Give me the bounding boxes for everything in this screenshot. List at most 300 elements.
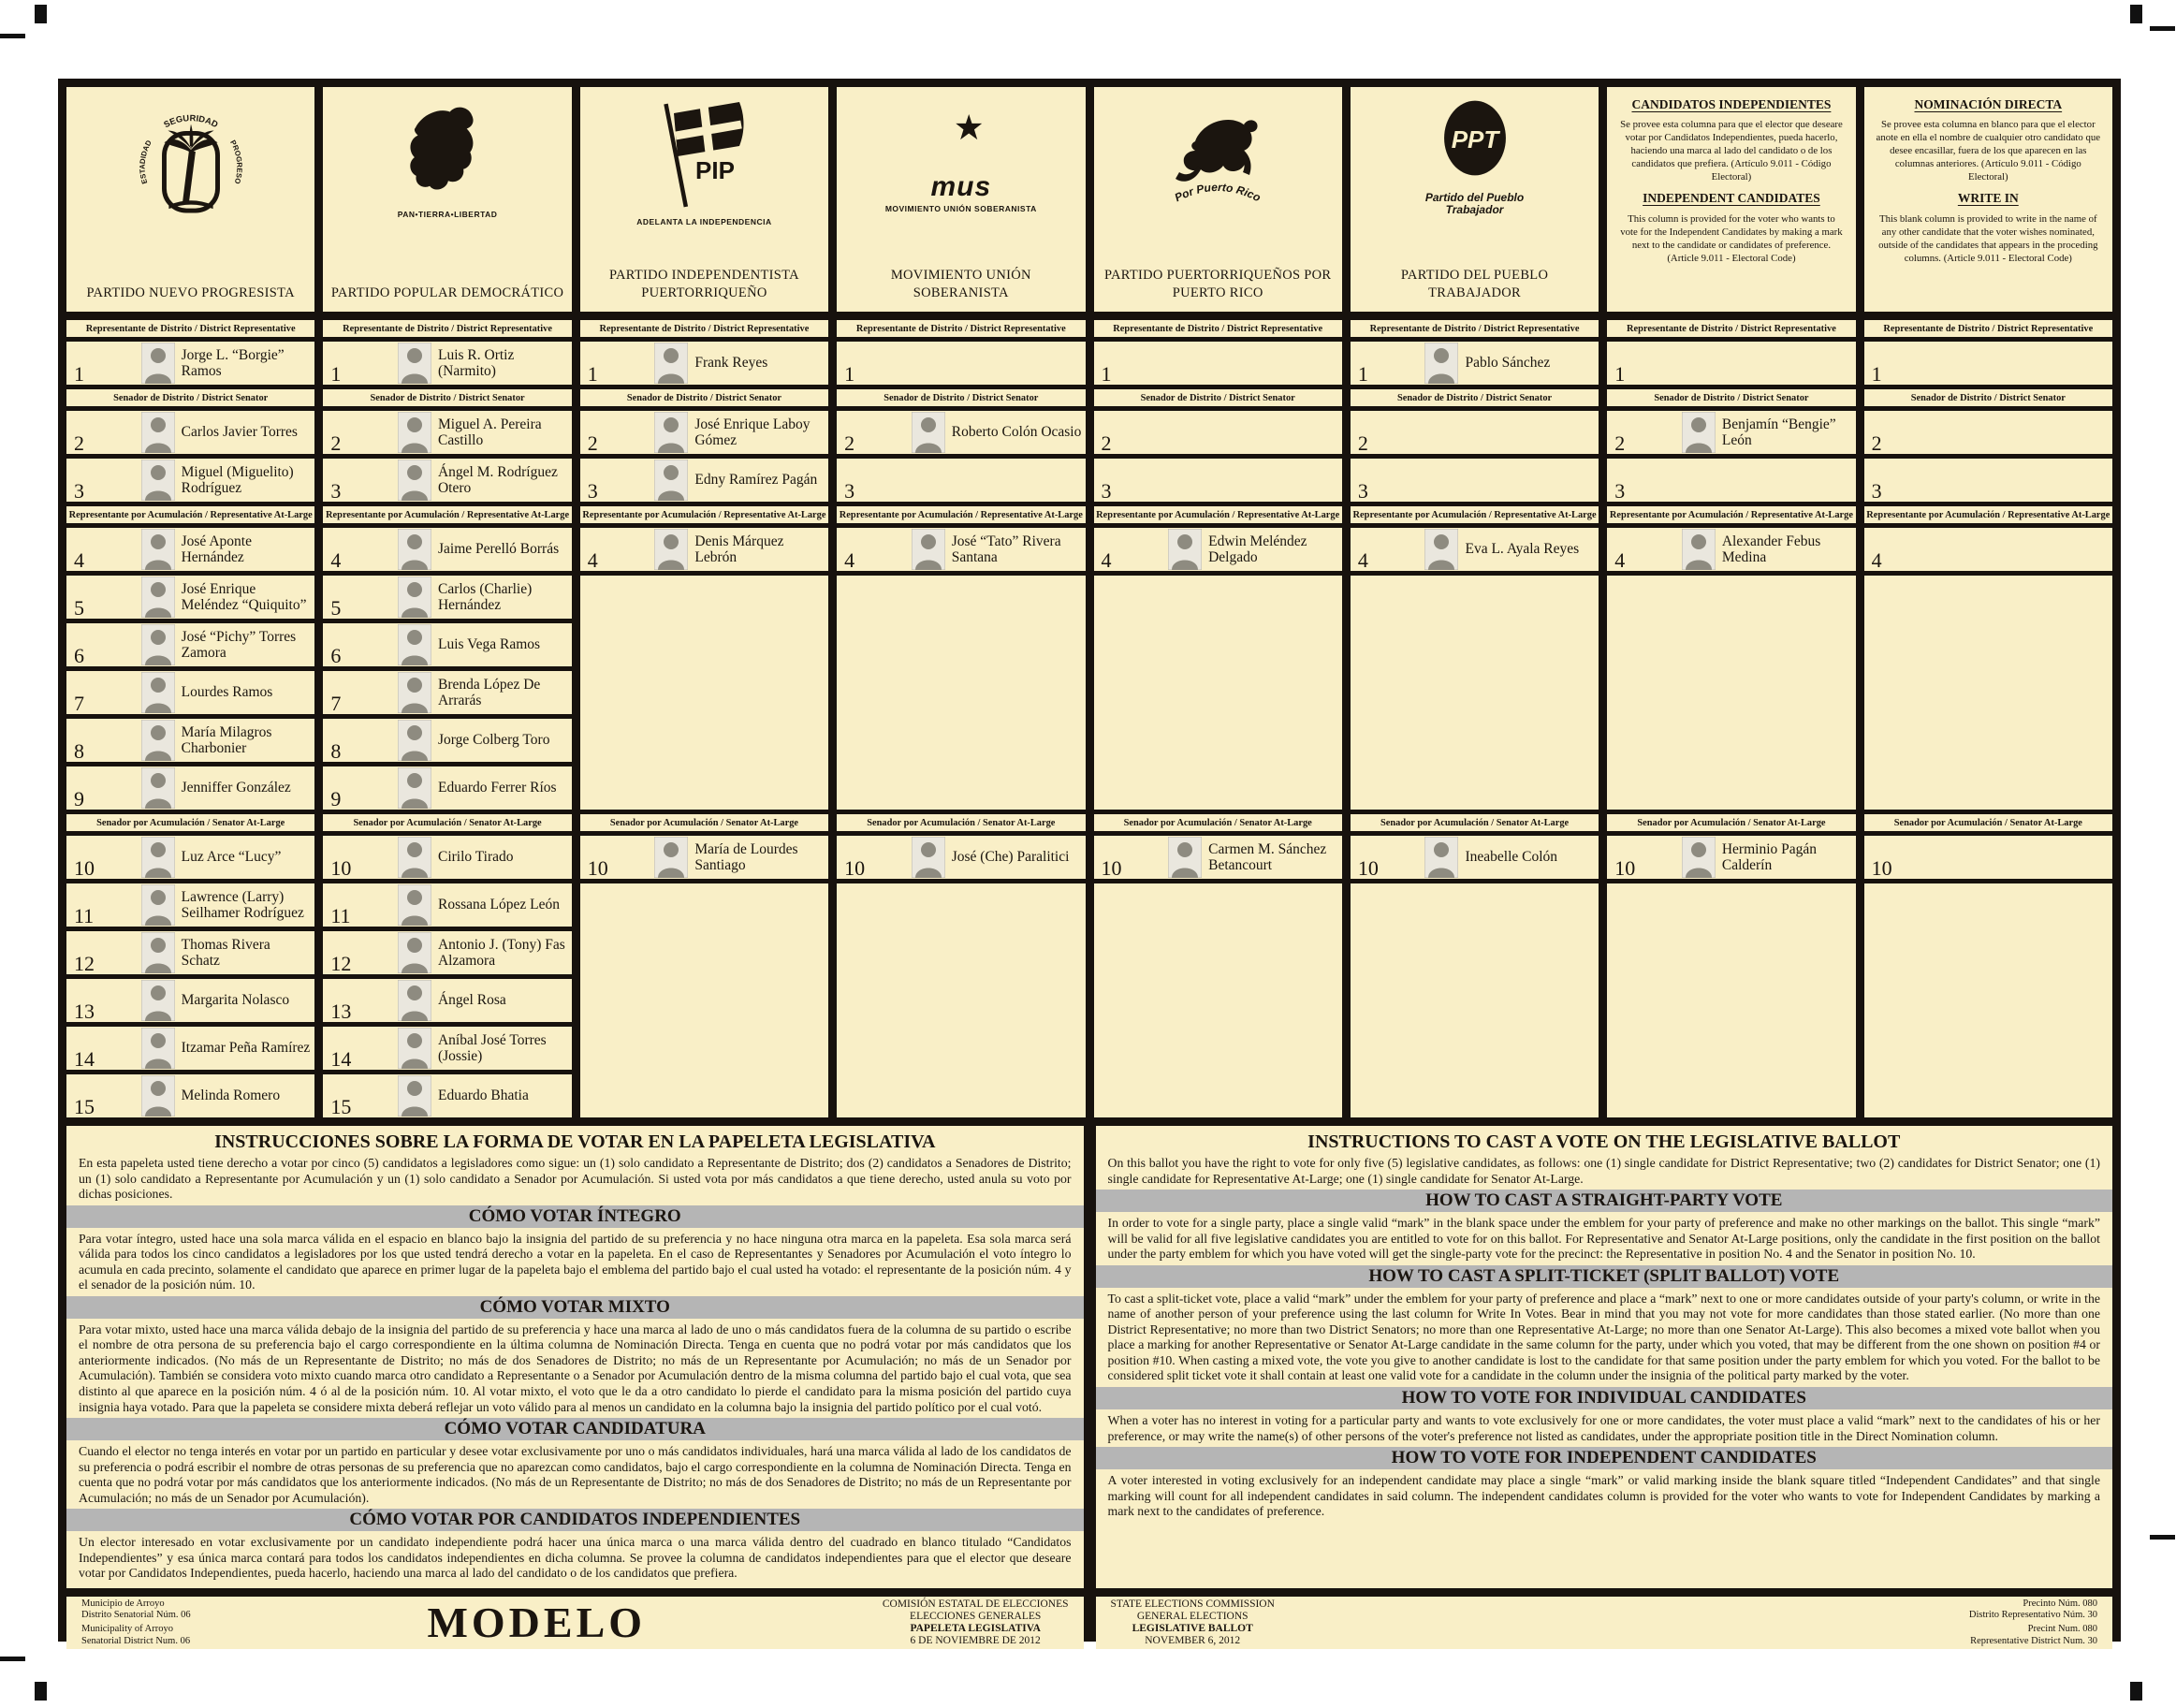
candidate-photo: [141, 672, 175, 713]
position-number: 1: [1101, 362, 1112, 386]
blank-vote-area[interactable]: [1607, 576, 1855, 810]
blank-vote-area[interactable]: [1351, 576, 1599, 810]
position-number: 3: [1101, 479, 1112, 503]
position-number: 10: [330, 856, 352, 880]
position-number: 7: [330, 692, 342, 715]
candidate-row[interactable]: [66, 931, 314, 974]
position-section-header: Representante de Distrito / District Representative: [1607, 320, 1855, 337]
candidate-name: Miguel A. Pereira Castillo: [437, 416, 542, 448]
position-number: 3: [844, 479, 855, 503]
instructions-section-text-es-0: Para votar íntegro, usted hace una sola marca válida en el espacio en blanco bajo la insignia del partido de su preferencia y no hace ninguna otra marca en la papeleta. Esa sola marca será válida para todos los cinco candidatos a legisladores por los que usted tendrá derecho a votar en la papeleta. En el caso de Representantes y Senadores por Acumulación el voto íntegro lo acumula en cada precinto, solamente el candidato que aparece en primer lugar de la papeleta bajo el emblema del partido bajo el cual usted ha votado: el representante de la posición núm. 4 y el senador de la posición núm. 10.: [79, 1231, 1072, 1292]
candidate-row[interactable]: [323, 931, 571, 974]
instructions-spanish: [66, 1126, 1084, 1588]
candidate-photo: [398, 460, 431, 501]
position-number: 5: [330, 596, 342, 620]
sec-line1: STATE ELECTIONS COMMISSION: [1110, 1598, 1275, 1610]
position-number: 1: [587, 362, 598, 386]
nominacion-directa-text-es: Se provee esta columna en blanco para que el elector anote en ella el nombre de cualquier otro candidato que desee encasillar, fuera de los que aparecen en las columnas anteriores. (Artículo 9.011 - Código Electoral): [1876, 119, 2101, 183]
instructions-band: [66, 1126, 2112, 1588]
party-name: PARTIDO NUEVO PROGRESISTA: [86, 285, 295, 301]
position-section-header: Representante por Acumulación / Representative At-Large: [66, 506, 314, 523]
svg-text:PROGRESO: PROGRESO: [227, 139, 244, 185]
candidate-name: Luis R. Ortiz (Narmito): [437, 346, 515, 379]
position-number: 12: [330, 952, 352, 975]
position-section-header: Representante de Distrito / District Representative: [1094, 320, 1342, 337]
party-column-header-ppt[interactable]: [1351, 87, 1599, 312]
position-section-header: Senador por Acumulación / Senator At-Large: [1607, 814, 1855, 831]
candidate-row[interactable]: [323, 671, 571, 714]
position-section-header: Senador de Distrito / District Senator: [66, 389, 314, 406]
blank-vote-area[interactable]: [1607, 883, 1855, 1117]
candidate-row[interactable]: [580, 459, 828, 502]
candidate-photo: [398, 980, 431, 1021]
position-section-header: Senador de Distrito / District Senator: [580, 389, 828, 406]
candidate-row[interactable]: [837, 836, 1085, 879]
candidate-photo: [141, 932, 175, 973]
position-section-header: Senador de Distrito / District Senator: [1094, 389, 1342, 406]
position-number: 14: [330, 1047, 352, 1071]
candidate-row[interactable]: [66, 1027, 314, 1070]
position-section-header: Representante por Acumulación / Representative At-Large: [1094, 506, 1342, 523]
candidate-name: Roberto Colón Ocasio: [951, 424, 1082, 441]
svg-text:SEGURIDAD: SEGURIDAD: [161, 113, 220, 130]
empty-ballot-row[interactable]: [837, 342, 1085, 385]
cee-line4: 6 DE NOVIEMBRE DE 2012: [910, 1635, 1041, 1647]
svg-text:PIP: PIP: [695, 156, 736, 184]
municipality-es-line2: Distrito Senatorial Núm. 06: [81, 1610, 191, 1621]
position-section-header: Senador de Distrito / District Senator: [1351, 389, 1599, 406]
independientes-text-es: Se provee esta columna para que el elector que deseare votar por Candidatos Independientes, pueda hacerlo, haciendo una marca al lado del candidato o de los candidatos que prefiera. (Artículo 9.011 - Código Electoral): [1620, 119, 1843, 183]
position-section-header: Senador por Acumulación / Senator At-Large: [580, 814, 828, 831]
candidate-row[interactable]: [837, 528, 1085, 571]
empty-ballot-row[interactable]: [1864, 836, 2112, 879]
candidate-name: Cirilo Tirado: [437, 849, 514, 866]
ppd-jibaro-profile-logo: [397, 93, 498, 207]
position-number: 2: [1357, 431, 1368, 455]
candidate-row[interactable]: [323, 836, 571, 879]
position-section-header: Representante por Acumulación / Representative At-Large: [1607, 506, 1855, 523]
candidate-photo: [1682, 529, 1716, 570]
pip-flag-logo: [648, 93, 760, 214]
candidate-photo: [141, 624, 175, 665]
candidate-photo: [1424, 837, 1458, 878]
instructions-section-header-es-3: CÓMO VOTAR POR CANDIDATOS INDEPENDIENTES: [66, 1509, 1084, 1531]
position-section-header: Representante por Acumulación / Representative At-Large: [580, 506, 828, 523]
candidate-name: Herminio Pagán Calderín: [1721, 840, 1818, 873]
candidate-row[interactable]: [323, 528, 571, 571]
candidate-photo: [398, 343, 431, 384]
candidate-name: Rossana López León: [437, 897, 560, 913]
position-number: 10: [1357, 856, 1379, 880]
position-section-header: Senador por Acumulación / Senator At-Large: [323, 814, 571, 831]
party-name: PARTIDO PUERTORRIQUEÑOS POR PUERTO RICO: [1103, 268, 1332, 301]
footer-right: [1096, 1597, 2113, 1649]
empty-ballot-row[interactable]: [1094, 342, 1342, 385]
candidate-row[interactable]: [66, 883, 314, 927]
ballot-column-pip: [580, 320, 828, 1117]
position-section-header: Representante de Distrito / District Representative: [580, 320, 828, 337]
position-number: 2: [1871, 431, 1882, 455]
modelo-watermark: MODELO: [427, 1598, 647, 1646]
position-section-header: Representante de Distrito / District Representative: [323, 320, 571, 337]
party-column-header-ppd[interactable]: [323, 87, 571, 312]
blank-vote-area[interactable]: [837, 883, 1085, 1117]
blank-vote-area[interactable]: [580, 576, 828, 810]
position-number: 4: [1614, 548, 1626, 572]
position-number: 6: [330, 644, 342, 667]
instructions-section-text-en-1: To cast a split-ticket vote, place a valid “mark” under the emblem for your party of preference and place a “mark” next to one or more candidates outside of your party's column, or write in the name of another person of your preference using the last column for Write In Votes. Bear in mind that you may not vote for more candidates than those stated earlier. (No more than one District Representative; no more than two District Senators; no more than one Representative At-Large; no more than one Senator At-Large). This also becomes a mixed vote ballot when you place a marking for another Representative or Senator At-Large candidate in the same column for the party, under which you voted, that may be different from the one shown on position #4 or position #10. When casting a mixed vote, the vote you give to another candidate is lost to the candidate for that same position under the party emblem for which you voted. For the ballot to be considered split ticket vote it shall contain at least one valid vote for a candidate in the column under the insignia of the political party marked by the voter.: [1107, 1291, 2100, 1383]
precinct-es-line1: Precinto Núm. 080: [2023, 1598, 2097, 1609]
candidate-row[interactable]: [323, 719, 571, 762]
position-section-header: Senador por Acumulación / Senator At-Large: [66, 814, 314, 831]
candidate-name: Luis Vega Ramos: [437, 636, 541, 653]
position-number: 10: [844, 856, 866, 880]
candidate-photo: [141, 1075, 175, 1117]
crop-mark: [35, 5, 47, 23]
candidate-row[interactable]: [1351, 836, 1599, 879]
footer-left: [66, 1597, 1084, 1649]
candidate-photo: [1682, 412, 1716, 453]
candidate-row[interactable]: [66, 836, 314, 879]
party-column-header-pip[interactable]: [580, 87, 828, 312]
position-number: 3: [1614, 479, 1626, 503]
position-number: 3: [1357, 479, 1368, 503]
position-number: 3: [330, 479, 342, 503]
position-section-header: Senador por Acumulación / Senator At-Large: [1864, 814, 2112, 831]
blank-vote-area[interactable]: [1864, 883, 2112, 1117]
instructions-section-header-en-1: HOW TO CAST A SPLIT-TICKET (SPLIT BALLOT) VOTE: [1096, 1265, 2113, 1288]
candidate-name: Miguel (Miguelito) Rodríguez: [181, 463, 294, 496]
candidate-name: Eduardo Bhatia: [437, 1088, 529, 1104]
candidate-name: Ineabelle Colón: [1465, 849, 1558, 866]
position-number: 9: [74, 787, 84, 810]
candidate-row[interactable]: [66, 576, 314, 619]
party-name: PARTIDO POPULAR DEMOCRÁTICO: [330, 285, 564, 301]
position-number: 15: [330, 1095, 352, 1118]
candidate-photo: [141, 577, 175, 618]
position-number: 7: [74, 692, 84, 715]
candidate-row[interactable]: [580, 528, 828, 571]
candidate-photo: [141, 1028, 175, 1069]
candidate-name: Eva L. Ayala Reyes: [1465, 541, 1580, 558]
precinct-en-line1: Precint Num. 080: [2027, 1624, 2097, 1635]
position-number: 6: [74, 644, 84, 667]
empty-ballot-row[interactable]: [1607, 459, 1855, 502]
position-number: 4: [74, 548, 84, 572]
candidate-photo: [654, 837, 688, 878]
candidate-name: Antonio J. (Tony) Fas Alzamora: [437, 936, 565, 969]
ballot-column-ppt: [1351, 320, 1599, 1117]
candidate-photo: [398, 412, 431, 453]
candidate-name: José Enrique Meléndez “Quiquito”: [181, 580, 307, 613]
party-column-header-mus[interactable]: [837, 87, 1085, 312]
candidate-name: Itzamar Peña Ramírez: [181, 1040, 311, 1057]
position-number: 15: [74, 1095, 95, 1118]
candidate-photo: [141, 343, 175, 384]
position-section-header: Senador de Distrito / District Senator: [837, 389, 1085, 406]
candidate-row[interactable]: [580, 342, 828, 385]
position-number: 14: [74, 1047, 95, 1071]
candidate-row[interactable]: [323, 1027, 571, 1070]
ballot-column-independientes: [1607, 320, 1855, 1117]
candidate-photo: [912, 837, 945, 878]
candidate-name: Melinda Romero: [181, 1088, 281, 1104]
candidate-photo: [654, 412, 688, 453]
position-section-header: Senador por Acumulación / Senator At-Large: [1094, 814, 1342, 831]
candidate-name: Ángel M. Rodríguez Otero: [437, 463, 558, 496]
position-number: 11: [74, 904, 95, 927]
party-column-header-nominacion-directa[interactable]: [1864, 87, 2112, 312]
candidate-row[interactable]: [323, 883, 571, 927]
position-number: 2: [74, 431, 84, 455]
nominacion-directa-text-en: This blank column is provided to write in the name of any other candidate that the voter wishes nominated, outside of the candidates that appears in the proceding columns. (Article 9.011 - Electoral Code): [1878, 212, 2098, 264]
pip-logo-caption: ADELANTA LA INDEPENDENCIA: [636, 217, 772, 226]
position-number: 3: [1871, 479, 1882, 503]
candidate-row[interactable]: [1094, 528, 1342, 571]
crop-mark: [2150, 26, 2175, 31]
party-name: PARTIDO INDEPENDENTISTA PUERTORRIQUEÑO: [608, 268, 799, 301]
candidate-name: Carlos Javier Torres: [181, 424, 298, 441]
candidate-photo: [398, 1028, 431, 1069]
instructions-title-es: INSTRUCCIONES SOBRE LA FORMA DE VOTAR EN LA PAPELETA LEGISLATIVA: [214, 1131, 936, 1152]
candidate-photo: [398, 720, 431, 761]
sec-line4: NOVEMBER 6, 2012: [1145, 1635, 1241, 1647]
instructions-section-header-es-1: CÓMO VOTAR MIXTO: [66, 1296, 1084, 1319]
empty-ballot-row[interactable]: [1864, 528, 2112, 571]
cee-block: [883, 1599, 1069, 1648]
empty-ballot-row[interactable]: [1351, 459, 1599, 502]
municipality-block: [81, 1596, 191, 1651]
position-number: 10: [1871, 856, 1892, 880]
blank-vote-area[interactable]: [837, 576, 1085, 810]
precinct-es-line2: Distrito Representativo Núm. 30: [1968, 1610, 2097, 1621]
candidate-name: Luz Arce “Lucy”: [181, 849, 282, 866]
cee-line2: ELECCIONES GENERALES: [910, 1610, 1042, 1622]
position-number: 1: [1357, 362, 1368, 386]
party-name: PARTIDO DEL PUEBLO TRABAJADOR: [1400, 268, 1549, 301]
candidate-name: José Aponte Hernández: [181, 533, 252, 565]
position-number: 4: [330, 548, 342, 572]
cee-line3: PAPELETA LEGISLATIVA: [910, 1622, 1041, 1634]
position-section-header: Senador de Distrito / District Senator: [323, 389, 571, 406]
candidate-name: Jenniffer González: [181, 780, 291, 796]
candidate-photo: [1168, 529, 1202, 570]
ballot-column-ppr: [1094, 320, 1342, 1117]
crop-mark: [0, 34, 25, 38]
candidate-name: Jorge Colberg Toro: [437, 732, 550, 749]
pnp-palm-tree-logo: [136, 93, 246, 224]
ballot-column-mus: [837, 320, 1085, 1117]
candidate-photo: [141, 980, 175, 1021]
blank-vote-area[interactable]: [1351, 883, 1599, 1117]
candidate-photo: [398, 672, 431, 713]
instructions-title-en: INSTRUCTIONS TO CAST A VOTE ON THE LEGISLATIVE BALLOT: [1307, 1131, 1901, 1152]
precinct-en-line2: Representative District Num. 30: [1970, 1635, 2097, 1646]
instructions-section-header-en-0: HOW TO CAST A STRAIGHT-PARTY VOTE: [1096, 1190, 2113, 1212]
candidate-photo: [1168, 837, 1202, 878]
candidate-row[interactable]: [323, 342, 571, 385]
instructions-section-text-es-2: Cuando el elector no tenga interés en votar por un partido en particular y desee votar exclusivamente por uno o más candidatos individuales, hará una marca válida al lado de los candidatos de su preferencia o podrá escribir el nombre de otras personas de su preferencia que no aparezcan como candidatos, bajo el cargo correspondiente en la columna de Nominación Directa. Tenga en cuenta que no podrá votar por más candidatos que los anteriormente indicados. (No más de un Representante de Distrito; no más de dos Senadores de Distrito; no más de un Representante por Acumulación; no más de un Senador por Acumulación).: [79, 1444, 1072, 1505]
candidate-row[interactable]: [1607, 528, 1855, 571]
candidate-photo: [398, 837, 431, 878]
candidate-photo: [912, 412, 945, 453]
instructions-intro-es: En esta papeleta usted tiene derecho a votar por cinco (5) candidatos a legisladores como sigue: un (1) solo candidato a Representante de Distrito; dos (2) candidatos a Senadores de Distrito; un (1) solo candidato a Representante por Acumulación y un (1) solo candidato a Senador por Acumulación. Si usted vota por más candidatos a que tiene derecho, usted anula su voto por dichas posiciones.: [79, 1156, 1072, 1202]
candidate-photo: [654, 343, 688, 384]
candidate-row[interactable]: [66, 411, 314, 454]
candidate-photo: [1424, 529, 1458, 570]
position-number: 2: [330, 431, 342, 455]
blank-vote-area[interactable]: [580, 883, 828, 1117]
empty-ballot-row[interactable]: [1864, 459, 2112, 502]
candidate-row[interactable]: [66, 671, 314, 714]
candidate-row[interactable]: [323, 766, 571, 810]
party-name: MOVIMIENTO UNIÓN SOBERANISTA: [890, 268, 1031, 301]
empty-ballot-row[interactable]: [1094, 411, 1342, 454]
position-number: 10: [1101, 856, 1122, 880]
candidate-row[interactable]: [580, 411, 828, 454]
candidate-name: Lawrence (Larry) Seilhamer Rodríguez: [181, 888, 304, 921]
position-number: 2: [1101, 431, 1112, 455]
candidate-name: Pablo Sánchez: [1465, 355, 1551, 372]
position-section-header: Representante de Distrito / District Representative: [1351, 320, 1599, 337]
position-section-header: Representante de Distrito / District Representative: [66, 320, 314, 337]
position-number: 8: [330, 739, 342, 763]
crop-mark: [2130, 5, 2142, 23]
position-number: 1: [1614, 362, 1626, 386]
sec-block: [1111, 1599, 1275, 1648]
candidate-photo: [398, 884, 431, 926]
candidate-photo: [141, 460, 175, 501]
empty-ballot-row[interactable]: [837, 459, 1085, 502]
independientes-text-en: This column is provided for the voter who wants to vote for the Independent Candidates by making a mark next to the candidate or candidates of preference. (Article 9.011 - Electoral Code): [1620, 212, 1843, 264]
blank-vote-area[interactable]: [1864, 576, 2112, 810]
position-number: 2: [1614, 431, 1626, 455]
candidate-row[interactable]: [323, 1074, 571, 1117]
position-section-header: Representante por Acumulación / Representative At-Large: [1351, 506, 1599, 523]
candidate-row[interactable]: [323, 979, 571, 1022]
mus-wordmark: mus: [930, 171, 992, 202]
candidate-row[interactable]: [1607, 836, 1855, 879]
candidate-row[interactable]: [1351, 528, 1599, 571]
candidate-name: Carmen M. Sánchez Betancourt: [1208, 840, 1327, 873]
empty-ballot-row[interactable]: [1094, 459, 1342, 502]
position-number: 1: [844, 362, 855, 386]
municipality-es-line1: Municipio de Arroyo: [81, 1598, 165, 1609]
candidate-row[interactable]: [1607, 411, 1855, 454]
candidate-photo: [398, 1075, 431, 1117]
candidate-row[interactable]: [1094, 836, 1342, 879]
candidate-row[interactable]: [66, 459, 314, 502]
ballot-column-ppd: [323, 320, 571, 1117]
sec-line3: LEGISLATIVE BALLOT: [1132, 1622, 1253, 1634]
candidate-row[interactable]: [837, 411, 1085, 454]
candidate-name: Brenda López De Arrarás: [437, 676, 541, 708]
position-number: 13: [74, 1000, 95, 1023]
empty-ballot-row[interactable]: [1607, 342, 1855, 385]
ppt-logo-caption: Partido del Pueblo Trabajador: [1424, 191, 1525, 216]
candidate-name: José (Che) Paralitici: [951, 849, 1070, 866]
independientes-title-en: INDEPENDENT CANDIDATES: [1643, 191, 1820, 206]
candidate-photo: [654, 529, 688, 570]
candidate-row[interactable]: [580, 836, 828, 879]
candidate-name: Margarita Nolasco: [181, 992, 290, 1009]
empty-ballot-row[interactable]: [1351, 411, 1599, 454]
position-number: 4: [1101, 548, 1112, 572]
position-number: 5: [74, 596, 84, 620]
candidate-row[interactable]: [66, 766, 314, 810]
municipality-en-line1: Municipality of Arroyo: [81, 1624, 173, 1635]
candidate-name: Jorge L. “Borgie” Ramos: [181, 346, 285, 379]
empty-ballot-row[interactable]: [1864, 411, 2112, 454]
blank-vote-area[interactable]: [1094, 883, 1342, 1117]
candidate-name: Edny Ramírez Pagán: [694, 472, 818, 489]
position-section-header: Senador de Distrito / District Senator: [1607, 389, 1855, 406]
empty-ballot-row[interactable]: [1864, 342, 2112, 385]
candidate-name: María Milagros Charbonier: [181, 723, 272, 756]
candidate-photo: [141, 767, 175, 809]
party-column-header-ppr[interactable]: [1094, 87, 1342, 312]
blank-vote-area[interactable]: [1094, 576, 1342, 810]
position-section-header: Representante por Acumulación / Representative At-Large: [323, 506, 571, 523]
instructions-section-text-es-1: Para votar mixto, usted hace una marca válida debajo de la insignia del partido de su preferencia y hace una marca al lado de uno o más candidatos fuera de la columna de su partido o escribe el nombre de otra persona de su preferencia bajo el cargo correspondiente en la última columna de Nominación Directa. Tenga en cuenta que no podrá votar por más candidatos que los anteriormente indicados. (No más de un Representante de Distrito; no más de dos Senadores de Distrito; no más de un Representante por Acumulación; no más de un Senador por Acumulación). También se considera voto mixto cuando marca otro candidato a Representante o a Senador por Acumulación dentro de la misma columna del partido bajo el cual vota, que sea distinto al que aparece en la posición núm. 4 ó al de la posición núm. 10. Al votar mixto, el voto que le da a otro candidato lo pierde el candidato para la misma posición del partido cuya insignia haya votado. Para que la papeleta se considere mixta deberá reflejar un voto válido para al menos un candidato en la columna bajo la insignia del partido político por el cual votó.: [79, 1321, 1072, 1414]
candidate-photo: [654, 460, 688, 501]
candidate-row[interactable]: [66, 623, 314, 666]
candidate-name: Aníbal José Torres (Jossie): [437, 1031, 547, 1064]
candidate-photo: [1682, 837, 1716, 878]
candidate-photo: [141, 529, 175, 570]
position-number: 9: [330, 787, 342, 810]
sec-line2: GENERAL ELECTIONS: [1136, 1610, 1249, 1622]
position-number: 3: [74, 479, 84, 503]
candidate-row[interactable]: [66, 979, 314, 1022]
candidate-photo: [398, 767, 431, 809]
party-emblem-band: [66, 87, 2112, 312]
position-number: 3: [587, 479, 598, 503]
instructions-english: [1096, 1126, 2113, 1588]
candidate-name: Alexander Febus Medina: [1721, 533, 1821, 565]
candidate-row[interactable]: [323, 411, 571, 454]
candidate-name: Carlos (Charlie) Hernández: [437, 580, 533, 613]
position-section-header: Senador de Distrito / District Senator: [1864, 389, 2112, 406]
candidate-name: José Enrique Laboy Gómez: [694, 416, 811, 448]
party-column-header-pnp[interactable]: [66, 87, 314, 312]
crop-mark: [35, 1682, 47, 1701]
party-column-header-independientes[interactable]: [1607, 87, 1855, 312]
position-number: 10: [587, 856, 608, 880]
position-number: 1: [330, 362, 342, 386]
position-number: 12: [74, 952, 95, 975]
candidate-row[interactable]: [66, 528, 314, 571]
candidate-row[interactable]: [66, 342, 314, 385]
candidate-row[interactable]: [323, 623, 571, 666]
ballot-column-nominacion-directa: [1864, 320, 2112, 1117]
position-number: 1: [1871, 362, 1882, 386]
precinct-block: [1969, 1596, 2097, 1651]
position-number: 10: [74, 856, 95, 880]
candidate-row[interactable]: [1351, 342, 1599, 385]
position-number: 2: [587, 431, 598, 455]
instructions-section-text-en-3: A voter interested in voting exclusively for an independent candidate may place a single “mark” or valid marking inside the blank square titled “Independent Candidates” and that single marking will count for all independent candidates in said column. The independent candidates column is provided for the voter who wants to vote for Independent Candidates by marking a mark next to the candidates of preference.: [1107, 1473, 2100, 1519]
instructions-section-header-es-0: CÓMO VOTAR ÍNTEGRO: [66, 1205, 1084, 1228]
candidate-row[interactable]: [66, 719, 314, 762]
candidate-row[interactable]: [323, 576, 571, 619]
crop-mark: [0, 1657, 25, 1661]
candidate-row[interactable]: [323, 459, 571, 502]
mus-logo-caption: MOVIMIENTO UNIÓN SOBERANISTA: [884, 204, 1037, 213]
instructions-section-text-en-0: In order to vote for a single party, place a single valid “mark” in the blank space under the emblem for your party of preference and make no other markings on the ballot. This single “mark” will be valid for all five legislative candidates you are entitled to vote for on this ballot. For Representative and Senator At-Large positions, only the candidate in the first position on the ballot under the party emblem for which you have voted will get the single-party vote for the precinct: the Representative in position No. 4 and the Senator in position No. 10.: [1107, 1216, 2100, 1262]
candidate-name: María de Lourdes Santiago: [694, 840, 798, 873]
candidate-row[interactable]: [66, 1074, 314, 1117]
